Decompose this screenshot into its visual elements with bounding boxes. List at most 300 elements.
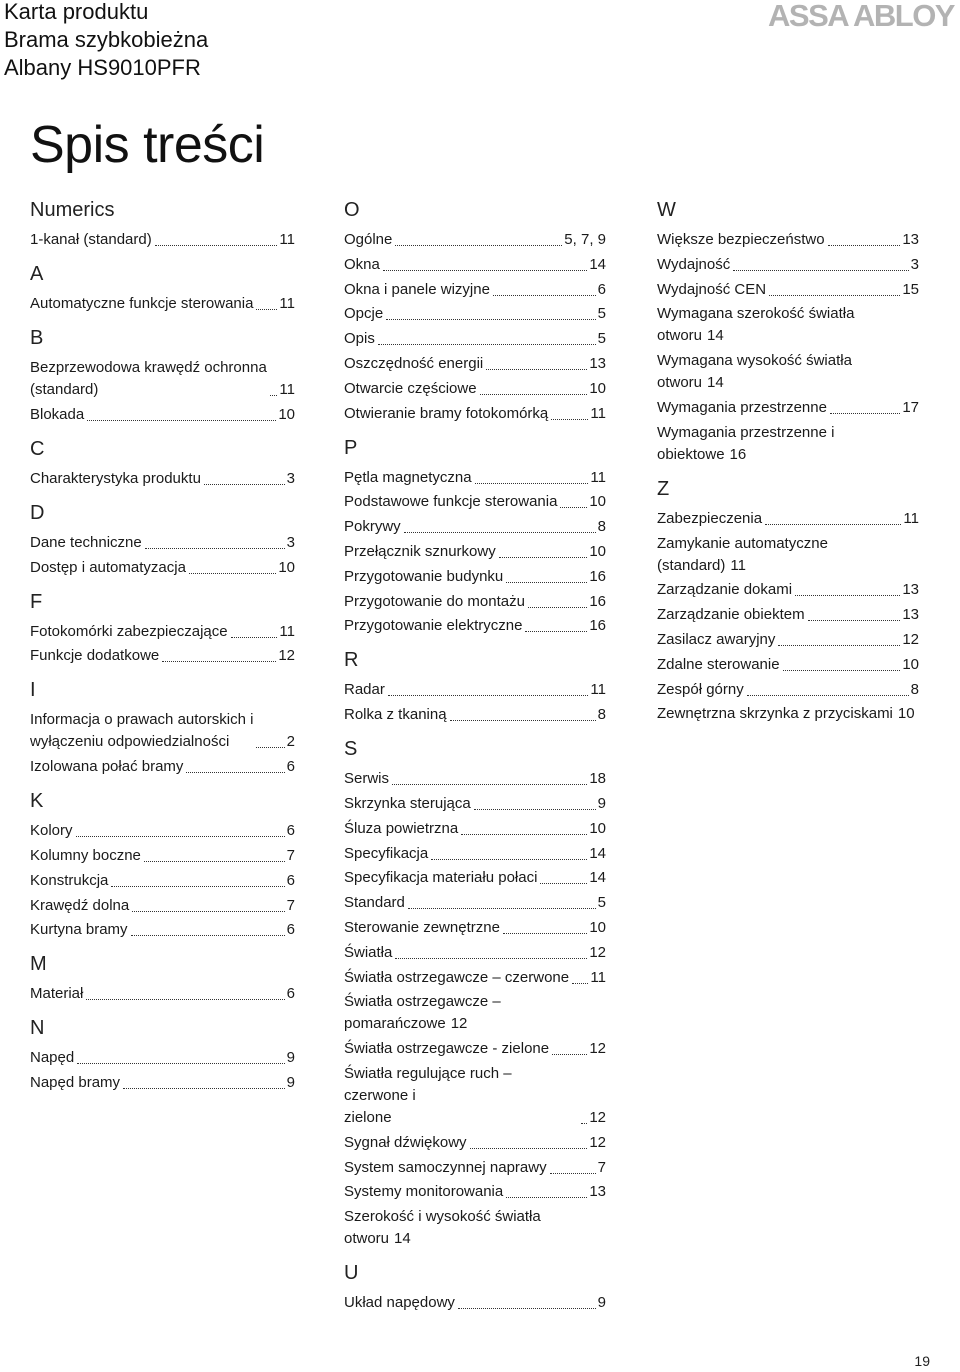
entry-label: Kolumny boczne [30,846,141,864]
entry-page: 11 [279,295,295,312]
index-section [30,675,295,778]
index-entry[interactable] [30,229,295,251]
entry-list [657,229,919,466]
entry-page: 12 [450,1015,468,1033]
entry-label: 1-kanał (standard) [30,231,152,248]
dot-leader [808,620,901,621]
dot-leader [256,747,284,748]
index-entry[interactable] [30,293,295,315]
dot-leader [395,245,562,246]
entry-page: 7 [286,846,295,864]
entry-page: 9 [286,1049,295,1067]
dot-leader [162,661,276,662]
entry-label: Przygotowanie do montażu [344,592,525,610]
entry-page: 10 [897,705,915,723]
entry-page: 6 [286,758,295,776]
section-letter: W [657,199,676,221]
dot-leader [383,270,587,271]
entry-list [344,679,606,726]
index-entry[interactable] [30,895,295,917]
entry-page: 6 [597,280,606,298]
index-entry[interactable] [344,254,606,276]
index-entry[interactable] [344,1206,606,1250]
title-line: Albany HS9010PFR [4,55,201,80]
dot-leader [204,484,285,485]
entry-label: Wymagana szerokość światła otworu [657,305,859,345]
entry-page: 10 [589,493,606,511]
entry-label: Funkcje dodatkowe [30,647,160,665]
entry-page: 9 [286,1074,295,1092]
dot-leader [144,861,285,862]
entry-page: 14 [394,1230,411,1248]
index-entry[interactable] [344,591,606,613]
index-entry[interactable] [344,229,606,251]
index-column-3 [657,195,919,733]
dot-leader [560,507,587,508]
index-section [30,587,295,668]
dot-leader [461,834,587,835]
section-letter: A [30,263,44,285]
entry-label: Zabezpieczenia [657,509,763,527]
entry-label: Światła regulujące ruch – czerwone i zielone [344,1064,512,1126]
dot-leader [231,637,278,638]
dot-leader [186,772,284,773]
index-entry[interactable] [657,229,919,251]
entry-page: 11 [590,404,606,422]
entry-page: 11 [279,381,295,398]
index-entry[interactable] [30,645,295,667]
index-entry[interactable] [30,357,295,401]
index-section [344,645,606,726]
entry-list [30,621,295,668]
page-number: 19 [914,1353,930,1369]
index-column-1 [30,195,295,1102]
index-entry[interactable] [344,917,606,939]
entry-page: 14 [707,327,724,345]
entry-label: Układ napędowy [344,1294,455,1312]
index-section [30,949,295,1005]
index-entry[interactable] [344,942,606,964]
section-letter: O [344,199,360,221]
entry-page: 11 [903,509,919,527]
index-entry[interactable] [344,967,606,989]
entry-label: Materiał [30,985,84,1003]
entry-page: 14 [589,869,606,887]
index-entry[interactable] [30,870,295,892]
entry-page: 13 [902,581,919,599]
dot-leader [458,1308,596,1309]
entry-label: Światła ostrzegawcze – czerwone [344,968,570,986]
dot-leader [769,295,900,296]
entry-page: 17 [902,398,919,416]
entry-list [30,820,295,941]
section-letter: I [30,679,36,702]
dot-leader [486,369,587,370]
section-letter: P [344,436,358,459]
index-entry[interactable] [344,818,606,840]
dot-leader [550,1173,596,1174]
index-entry[interactable] [30,557,295,579]
entry-page: 11 [590,968,606,986]
entry-page: 6 [286,985,295,1003]
brand-logo: ASSA ABLOY [768,0,954,33]
entry-page: 5 [597,330,606,348]
entry-page: 5 [597,305,606,323]
entry-list [30,983,295,1005]
entry-label: Wymagania przestrzenne [657,398,827,416]
entry-label: Napęd bramy [30,1074,121,1092]
entry-page: 16 [589,567,606,585]
dot-leader [76,836,285,837]
index-entry[interactable] [344,491,606,513]
dot-leader [189,573,276,574]
index-entry[interactable] [30,709,295,753]
index-entry[interactable] [344,378,606,400]
dot-leader [87,420,276,421]
entry-page: 6 [286,921,295,939]
entry-page: 10 [589,379,606,397]
index-entry[interactable] [657,254,919,276]
entry-list [30,709,295,778]
entry-label: Opcje [344,305,384,323]
section-letter: Numerics [30,199,115,221]
dot-leader [830,413,900,414]
entry-list [30,293,295,315]
entry-label: Pętla magnetyczna [344,468,472,486]
dot-leader [270,395,278,396]
entry-list [344,467,606,638]
index-entry[interactable] [30,820,295,842]
index-entry[interactable] [344,1157,606,1179]
entry-list [30,532,295,579]
document-title [4,0,208,82]
entry-label: Zamykanie automatyczne (standard) [657,534,833,574]
index-entry[interactable] [344,541,606,563]
entry-label: Przełącznik sznurkowy [344,542,496,560]
index-section [657,474,919,726]
entry-label: Konstrukcja [30,871,109,889]
entry-page: 11 [590,468,606,486]
entry-page: 10 [902,655,919,673]
entry-page: 16 [729,445,747,463]
index-entry[interactable] [344,615,606,637]
dot-leader [506,582,587,583]
entry-page: 11 [730,556,746,574]
dot-leader [733,270,908,271]
title-line: Brama szybkobieżna [4,27,209,52]
dot-leader [474,809,596,810]
dot-leader [528,607,587,608]
dot-leader [499,557,588,558]
entry-label: Przygotowanie elektryczne [344,617,523,635]
entry-label: Specyfikacja [344,844,429,862]
entry-label: Większe bezpieczeństwo [657,231,825,248]
entry-label: Blokada [30,405,85,423]
dot-leader [145,548,285,549]
index-section [30,786,295,941]
index-entry[interactable] [344,1181,606,1203]
index-entry[interactable] [344,1063,606,1129]
index-section [30,434,295,490]
entry-page: 3 [910,255,919,273]
index-entry[interactable] [344,843,606,865]
dot-leader [256,309,277,310]
index-section [344,195,606,425]
entry-page: 8 [597,706,606,724]
entry-page: 12 [278,647,295,665]
entry-page: 12 [589,1040,606,1058]
entry-label: Izolowana połać bramy [30,758,184,776]
entry-label: Ogólne [344,231,393,248]
dot-leader [131,935,285,936]
entry-label: Specyfikacja materiału połaci [344,869,538,887]
entry-page: 13 [902,606,919,624]
index-entry[interactable] [344,303,606,325]
entry-list [657,508,919,726]
dot-leader [765,524,901,525]
index-section [30,195,295,251]
index-entry[interactable] [30,756,295,778]
entry-label: Szerokość i wysokość światła otworu [344,1208,545,1248]
dot-leader [540,883,587,884]
index-entry[interactable] [657,350,919,394]
index-entry[interactable] [30,845,295,867]
index-entry[interactable] [344,1292,606,1314]
dot-leader [581,1123,587,1124]
index-entry[interactable] [657,654,919,676]
index-entry[interactable] [30,468,295,490]
index-entry[interactable] [657,703,919,725]
entry-label: Zarządzanie obiektem [657,606,805,624]
dot-leader [551,419,588,420]
dot-leader [123,1088,285,1089]
section-letter: D [30,501,45,524]
dot-leader [132,911,284,912]
index-entry[interactable] [344,516,606,538]
entry-label: Oszczędność energii [344,354,484,372]
entry-page: 8 [597,518,606,536]
dot-leader [778,645,900,646]
dot-leader [111,886,284,887]
entry-page: 11 [279,231,295,248]
entry-page: 2 [286,733,295,751]
dot-leader [475,483,589,484]
entry-page: 7 [286,896,295,914]
entry-page: 15 [902,280,919,298]
entry-label: Informacja o prawach autorskich i wyłączeniu odpowiedzialności [30,711,254,751]
entry-page: 12 [589,943,606,961]
entry-label: Charakterystyka produktu [30,469,201,487]
index-entry[interactable] [657,579,919,601]
section-letter: B [30,327,44,349]
entry-label: Kolory [30,822,73,840]
index-entry[interactable] [344,793,606,815]
entry-label: Standard [344,894,405,912]
dot-leader [395,958,587,959]
index-entry[interactable] [30,1047,295,1069]
dot-leader [506,1197,587,1198]
entry-list [344,768,606,1250]
entry-label: Przygotowanie budynku [344,567,504,585]
entry-page: 5 [597,894,606,912]
entry-label: Zasilacz awaryjny [657,630,776,648]
index-entry[interactable] [344,892,606,914]
dot-leader [431,859,587,860]
index-entry[interactable] [657,629,919,651]
section-letter: U [344,1262,359,1285]
index-section [30,1013,295,1094]
entry-page: 9 [597,794,606,812]
entry-list [344,229,606,425]
entry-page: 13 [589,354,606,372]
entry-label: Wydajność CEN [657,280,767,298]
entry-label: Dostęp i automatyzacja [30,558,186,576]
index-entry[interactable] [344,353,606,375]
section-letter: M [30,953,47,976]
index-entry[interactable] [657,279,919,301]
section-letter: K [30,790,44,813]
entry-label: Światła ostrzegawcze – pomarańczowe [344,993,505,1033]
entry-page: 5, 7, 9 [564,231,606,248]
section-letter: C [30,437,45,460]
entry-label: Krawędź dolna [30,896,130,914]
dot-leader [480,394,588,395]
entry-label: Zarządzanie dokami [657,581,793,599]
entry-label: Zewnętrzna skrzynka z przyciskami [657,705,893,723]
entry-label: Podstawowe funkcje sterowania [344,493,558,511]
entry-label: Śluza powietrzna [344,819,459,837]
index-entry[interactable] [344,679,606,701]
index-section [30,498,295,579]
index-entry[interactable] [657,533,919,577]
entry-page: 18 [589,770,606,788]
index-entry[interactable] [344,768,606,790]
entry-label: Skrzynka sterująca [344,794,471,812]
index-entry[interactable] [344,467,606,489]
entry-label: Opis [344,330,375,348]
index-column-2 [344,195,606,1322]
entry-page: 14 [589,255,606,273]
index-entry[interactable] [30,621,295,643]
section-letter: N [30,1017,45,1040]
index-entry[interactable] [30,1072,295,1094]
entry-label: Wymagana wysokość światła otworu [657,352,857,392]
entry-page: 12 [902,630,919,648]
entry-label: Dane techniczne [30,533,142,551]
entry-page: 3 [286,469,295,487]
dot-leader [572,983,588,984]
entry-list [30,229,295,251]
index-entry[interactable] [30,532,295,554]
index-section [344,1258,606,1314]
index-entry[interactable] [344,1038,606,1060]
dot-leader [378,344,596,345]
entry-page: 12 [589,1133,606,1151]
index-entry[interactable] [344,403,606,425]
entry-page: 8 [910,680,919,698]
index-entry[interactable] [30,919,295,941]
entry-label: Bezprzewodowa krawędź ochronna (standard) [30,359,267,398]
entry-page: 10 [589,819,606,837]
index-entry[interactable] [657,679,919,701]
dot-leader [392,784,587,785]
entry-label: Kurtyna bramy [30,921,128,939]
entry-page: 11 [590,681,606,699]
section-letter: S [344,738,358,761]
dot-leader [386,319,595,320]
index-entry[interactable] [344,991,606,1035]
entry-page: 11 [279,622,295,640]
index-entry[interactable] [30,983,295,1005]
entry-label: Radar [344,681,385,699]
dot-leader [470,1148,588,1149]
dot-leader [493,295,596,296]
entry-page: 10 [589,542,606,560]
entry-label: System samoczynnej naprawy [344,1158,547,1176]
entry-label: Automatyczne funkcje sterowania [30,295,254,312]
dot-leader [86,999,284,1000]
entry-page: 16 [589,617,606,635]
entry-label: Światła [344,943,393,961]
index-section [30,259,295,315]
entry-page: 10 [589,918,606,936]
title-line: Karta produktu [4,0,149,24]
index-entry[interactable] [344,566,606,588]
index-entry[interactable] [657,422,919,466]
entry-list [30,1047,295,1094]
entry-page: 12 [589,1108,606,1126]
index-section [344,433,606,638]
section-letter: F [30,590,43,613]
index-entry[interactable] [344,867,606,889]
entry-label: Rolka z tkaniną [344,706,447,724]
entry-page: 16 [589,592,606,610]
entry-list [344,1292,606,1314]
index-entry[interactable] [657,397,919,419]
entry-label: Okna [344,255,380,273]
index-entry[interactable] [344,279,606,301]
index-entry[interactable] [657,508,919,530]
dot-leader [828,245,901,246]
entry-label: Sterowanie zewnętrzne [344,918,500,936]
entry-label: Wydajność [657,255,731,273]
dot-leader [450,720,596,721]
index-entry[interactable] [344,704,606,726]
dot-leader [747,695,909,696]
entry-list [30,468,295,490]
entry-list [30,357,295,426]
entry-page: 13 [902,231,919,248]
dot-leader [155,245,278,246]
entry-page: 10 [278,558,295,576]
section-letter: Z [657,477,670,500]
index-entry[interactable] [657,303,919,347]
entry-label: Systemy monitorowania [344,1183,504,1201]
dot-leader [552,1054,587,1055]
index-entry[interactable] [344,328,606,350]
index-entry[interactable] [344,1132,606,1154]
index-entry[interactable] [30,404,295,426]
entry-page: 6 [286,871,295,889]
index-entry[interactable] [657,604,919,626]
dot-leader [783,670,901,671]
entry-label: Zdalne sterowanie [657,655,780,673]
entry-label: Otwarcie częściowe [344,379,477,397]
dot-leader [388,695,589,696]
entry-page: 13 [589,1183,606,1201]
entry-page: 6 [286,822,295,840]
entry-label: Światła ostrzegawcze - zielone [344,1040,550,1058]
